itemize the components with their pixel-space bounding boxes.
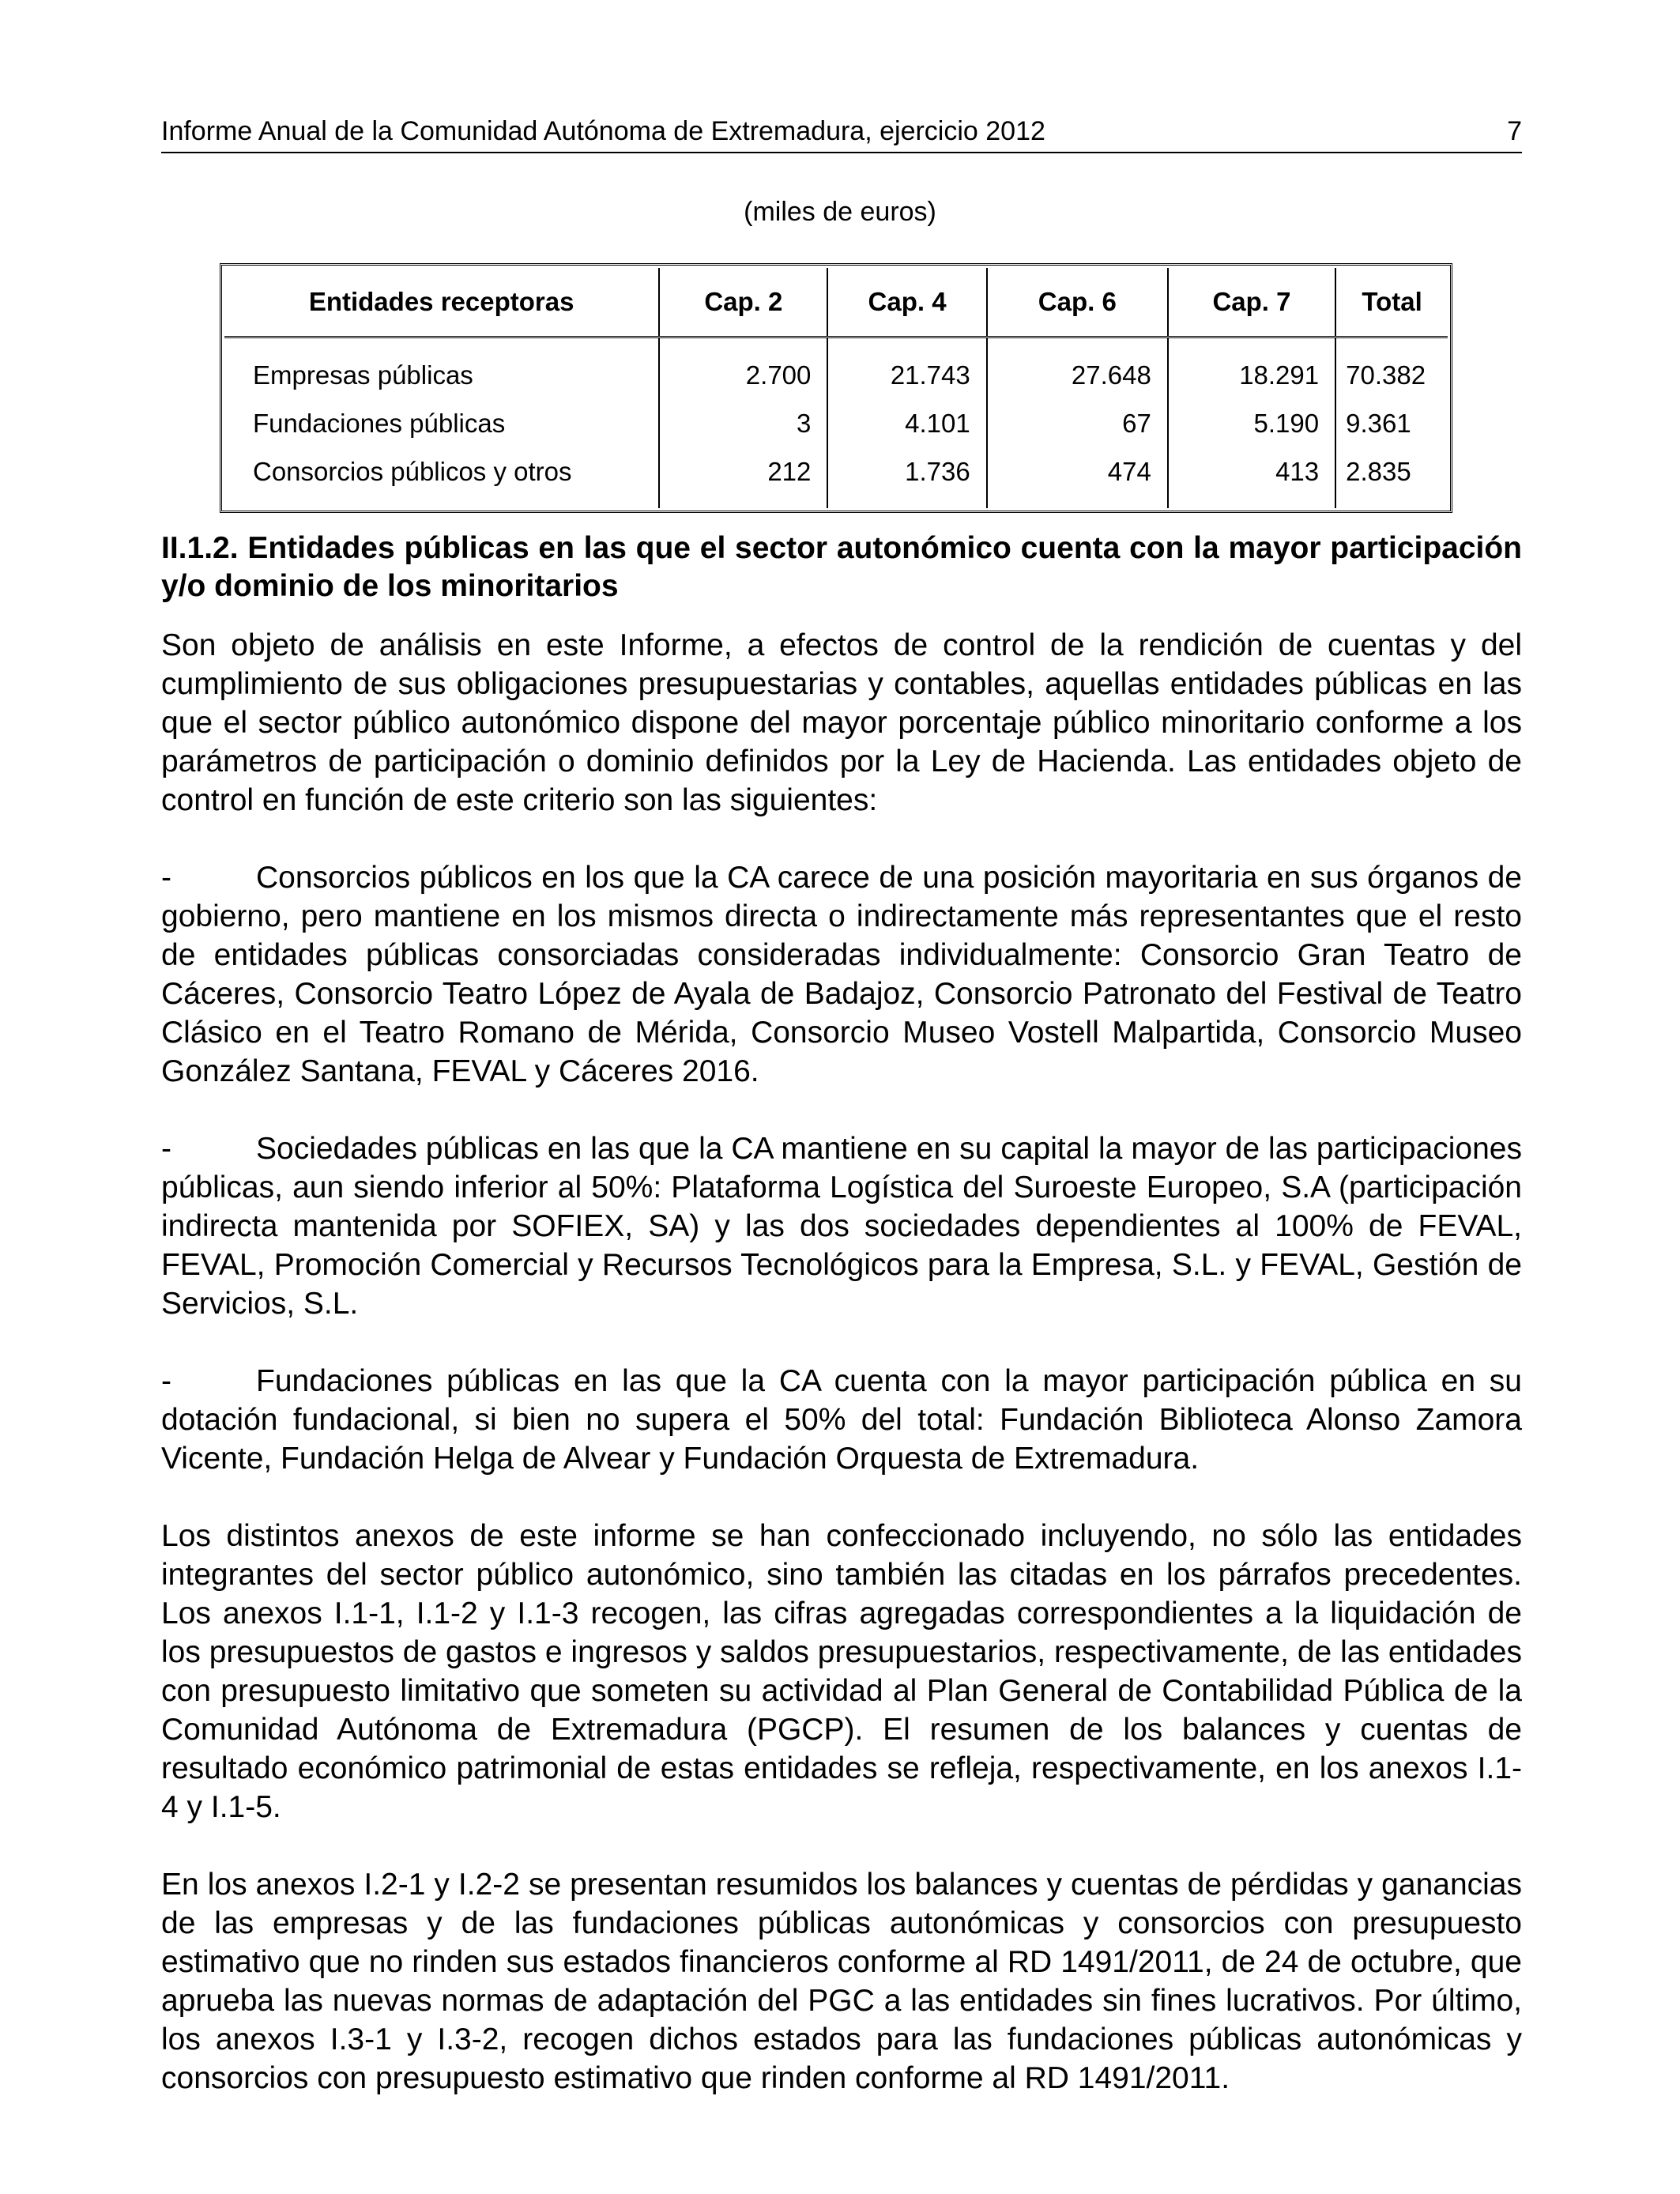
page-number: 7 bbox=[1507, 116, 1522, 146]
table-cell: 413 bbox=[1168, 447, 1335, 508]
bullet-text: Sociedades públicas en las que la CA mantiene en su capital la mayor de las participaciones públicas, aun siendo inferior al 50%: Plataforma Logística del Suroeste Europeo, S.A (participación indirecta mantenida por SOFIEX, SA) y las dos sociedades dependientes al 100% de FEVAL, FEVAL, Promoción Comercial y Recursos Tecnológicos para la Empresa, S.L. y FEVAL, Gestión de Servicios, S.L. bbox=[161, 1132, 1522, 1321]
column-header: Entidades receptoras bbox=[224, 268, 659, 337]
table-cell: 474 bbox=[987, 447, 1168, 508]
bullet-marker: - bbox=[161, 1364, 171, 1398]
table-cell-total: 9.361 bbox=[1346, 408, 1411, 438]
page-header bbox=[161, 114, 1522, 153]
table-cell: 2.700 bbox=[659, 337, 827, 400]
bullet-marker: - bbox=[161, 1132, 171, 1166]
paragraph: Los distintos anexos de este informe se han confeccionado incluyendo, no sólo las entidades integrantes del sector público autonómico, sino también las citadas en los párrafos precedentes. Los anexos I.1-1, I.1-2 y I.1-3 recogen, las cifras agregadas correspondientes a la liquidación de los presupuestos de gastos e ingresos y saldos presupuestarios, respectivamente, de las entidades con presupuesto limitativo que someten su actividad al Plan General de Contabilidad Pública de la Comunidad Autónoma de Extremadura (PGCP). El resumen de los balances y cuentas de resultado económico patrimonial de estas entidades se refleja, respectivamente, en los anexos I.1-4 y I.1-5. bbox=[161, 1519, 1522, 1824]
table-cell: 3 bbox=[659, 399, 827, 447]
column-header: Cap. 2 bbox=[659, 268, 827, 337]
table-header-row bbox=[224, 268, 1448, 337]
row-label: Empresas públicas bbox=[224, 337, 659, 400]
bullet-text: Consorcios públicos en los que la CA carece de una posición mayoritaria en sus órganos de gobierno, pero mantiene en los mismos directa o indirectamente más representantes que el resto de entidades públicas consorciadas consideradas individualmente: Consorcio Gran Teatro de Cáceres, Consorcio Teatro López de Ayala de Badajoz, Consorcio Patronato del Festival de Teatro Clásico en el Teatro Romano de Mérida, Consorcio Museo Vostell Malpartida, Consorcio Museo González Santana, FEVAL y Cáceres 2016. bbox=[161, 861, 1522, 1088]
paragraph: En los anexos I.2-1 y I.2-2 se presentan resumidos los balances y cuentas de pérdidas y ganancias de las empresas y de las fundaciones públicas autonómicas y consorcios con presupuesto estimativo que no rinden sus estados financieros conforme al RD 1491/2011, de 24 de octubre, que aprueba las nuevas normas de adaptación del PGC a las entidades sin fines lucrativos. Por último, los anexos I.3-1 y I.3-2, recogen dichos estados para las fundaciones públicas autonómicas y consorcios con presupuesto estimativo que rinden conforme al RD 1491/2011. bbox=[161, 1868, 1522, 2095]
data-table bbox=[224, 268, 1448, 508]
table-row bbox=[224, 447, 1448, 508]
row-label: Fundaciones públicas bbox=[224, 399, 659, 447]
paragraph: Son objeto de análisis en este Informe, a efectos de control de la rendición de cuentas y del cumplimiento de sus obligaciones presupuestarias y contables, aquellas entidades públicas en las que el sector público autonómico dispone del mayor porcentaje público minoritario conforme a los parámetros de participación o dominio definidos por la Ley de Hacienda. Las entidades objeto de control en función de este criterio son las siguientes: bbox=[161, 628, 1522, 817]
section-heading: II.1.2. Entidades públicas en las que el sector autonómico cuenta con la mayor participación y/o dominio de los minoritarios bbox=[161, 531, 1522, 603]
bullet-item bbox=[161, 858, 1522, 1091]
table-cell: 1.736 bbox=[827, 447, 986, 508]
section-body bbox=[161, 626, 1522, 2136]
table-units: (miles de euros) bbox=[744, 197, 936, 227]
column-header: Total bbox=[1335, 268, 1448, 337]
table-cell-total: 2.835 bbox=[1346, 456, 1411, 486]
column-header: Cap. 7 bbox=[1168, 268, 1335, 337]
header-title: Informe Anual de la Comunidad Autónoma de Extremadura, ejercicio 2012 bbox=[161, 116, 1045, 146]
bullet-item bbox=[161, 1362, 1522, 1478]
bullet-text: Fundaciones públicas en las que la CA cuenta con la mayor participación pública en su dotación fundacional, si bien no supera el 50% del total: Fundación Biblioteca Alonso Zamora Vicente, Fundación Helga de Alvear y Fundación Orquesta de Extremadura. bbox=[161, 1364, 1522, 1476]
table-cell: 18.291 bbox=[1168, 337, 1335, 400]
table-cell-total: 70.382 bbox=[1346, 360, 1426, 390]
column-header: Cap. 6 bbox=[987, 268, 1168, 337]
table-row bbox=[224, 337, 1448, 400]
table-cell: 27.648 bbox=[987, 337, 1168, 400]
row-label: Consorcios públicos y otros bbox=[224, 447, 659, 508]
table-cell: 4.101 bbox=[827, 399, 986, 447]
data-table-frame bbox=[220, 263, 1452, 513]
column-header: Cap. 4 bbox=[827, 268, 986, 337]
bullet-marker: - bbox=[161, 861, 171, 895]
bullet-item bbox=[161, 1129, 1522, 1323]
table-cell: 5.190 bbox=[1168, 399, 1335, 447]
table-cell: 212 bbox=[659, 447, 827, 508]
table-cell: 67 bbox=[987, 399, 1168, 447]
table-row bbox=[224, 399, 1448, 447]
table-cell: 21.743 bbox=[827, 337, 986, 400]
